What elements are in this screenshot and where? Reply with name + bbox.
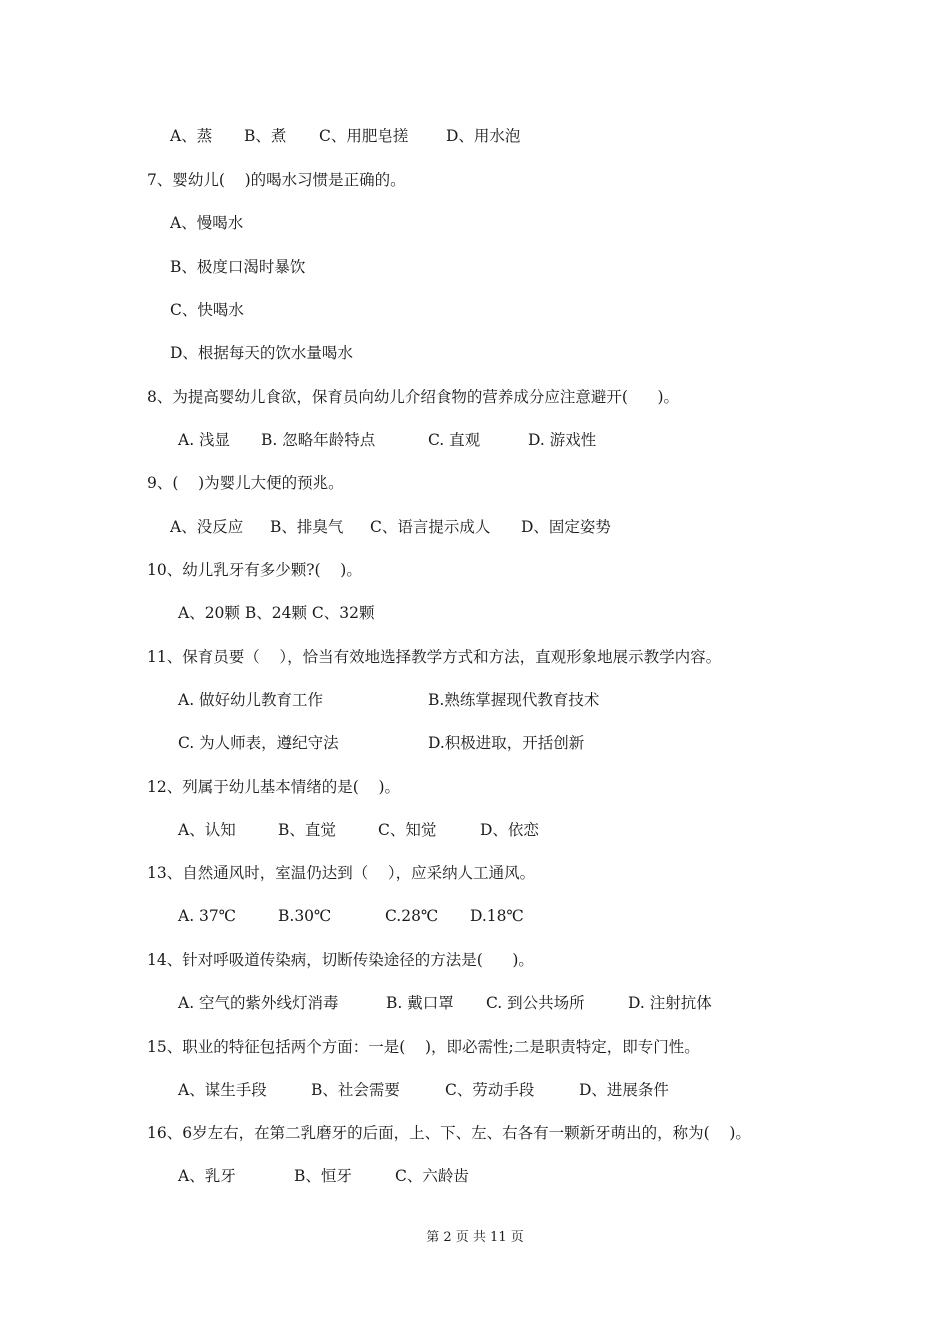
- option-c: C. 为人师表，遵纪守法: [178, 734, 339, 752]
- option-a: A、乳牙: [178, 1167, 236, 1185]
- question-stem: 16、6岁左右，在第二乳磨牙的后面，上、下、左、右各有一颗新牙萌出的，称为( )。: [147, 1124, 751, 1142]
- question-stem: 9、( )为婴儿大便的预兆。: [147, 474, 344, 492]
- option-c: C、六龄齿: [395, 1167, 469, 1185]
- option-a: A、慢喝水: [170, 214, 244, 232]
- option-b: B.熟练掌握现代教育技术: [428, 691, 600, 709]
- option-a: A、认知: [178, 821, 236, 839]
- option-a: A. 做好幼儿教育工作: [178, 691, 324, 709]
- question-stem: 12、列属于幼儿基本情绪的是( )。: [147, 778, 401, 796]
- option-a: A. 空气的紫外线灯消毒: [178, 994, 339, 1012]
- option-c: C、语言提示成人: [370, 518, 491, 536]
- option-b: B、极度口渴时暴饮: [170, 258, 306, 276]
- option-b: B、排臭气: [270, 518, 344, 536]
- question-stem: 14、针对呼吸道传染病，切断传染途径的方法是( )。: [147, 951, 534, 969]
- option-b: B、社会需要: [311, 1081, 400, 1099]
- option-a: A. 浅显: [178, 431, 231, 449]
- option-c: C、劳动手段: [445, 1081, 535, 1099]
- option-d: D、固定姿势: [521, 518, 611, 536]
- option-b: B. 戴口罩: [386, 994, 454, 1012]
- option-b: B、煮: [244, 127, 287, 145]
- option-a: A、谋生手段: [178, 1081, 267, 1099]
- option-c: C、知觉: [378, 821, 437, 839]
- option-d: D. 游戏性: [528, 431, 597, 449]
- option-b: B.30℃: [278, 907, 332, 925]
- option-c: C. 直观: [428, 431, 481, 449]
- option-c: C、用肥皂搓: [319, 127, 409, 145]
- page-number-footer: 第 2 页 共 11 页: [426, 1230, 524, 1245]
- question-stem: 11、保育员要（ ），恰当有效地选择教学方式和方法，直观形象地展示教学内容。: [147, 648, 722, 666]
- option-c: C.28℃: [385, 907, 439, 925]
- option-b: B. 忽略年龄特点: [261, 431, 376, 449]
- option-a: A. 37℃: [178, 907, 237, 925]
- option-line: A、20颗 B、24颗 C、32颗: [178, 604, 375, 622]
- option-d: D. 注射抗体: [628, 994, 712, 1012]
- question-stem: 7、婴幼儿( )的喝水习惯是正确的。: [147, 171, 406, 189]
- option-d: D.积极进取，开括创新: [428, 734, 585, 752]
- option-b: B、直觉: [278, 821, 336, 839]
- option-a: A、没反应: [170, 518, 244, 536]
- option-b: B、恒牙: [294, 1167, 352, 1185]
- option-d: D、进展条件: [579, 1081, 669, 1099]
- option-a: A、蒸: [170, 127, 213, 145]
- option-d: D.18℃: [470, 907, 524, 925]
- question-stem: 13、自然通风时，室温仍达到（ ），应采纳人工通风。: [147, 864, 536, 882]
- question-stem: 15、职业的特征包括两个方面：一是( )，即必需性;二是职责特定，即专门性。: [147, 1038, 700, 1056]
- option-d: D、用水泡: [446, 127, 521, 145]
- option-d: D、依恋: [480, 821, 539, 839]
- option-d: D、根据每天的饮水量喝水: [170, 344, 353, 362]
- option-c: C、快喝水: [170, 301, 244, 319]
- option-c: C. 到公共场所: [486, 994, 585, 1012]
- question-stem: 8、为提高婴幼儿食欲，保育员向幼儿介绍食物的营养成分应注意避开( )。: [147, 388, 680, 406]
- question-stem: 10、幼儿乳牙有多少颗?( )。: [147, 561, 362, 579]
